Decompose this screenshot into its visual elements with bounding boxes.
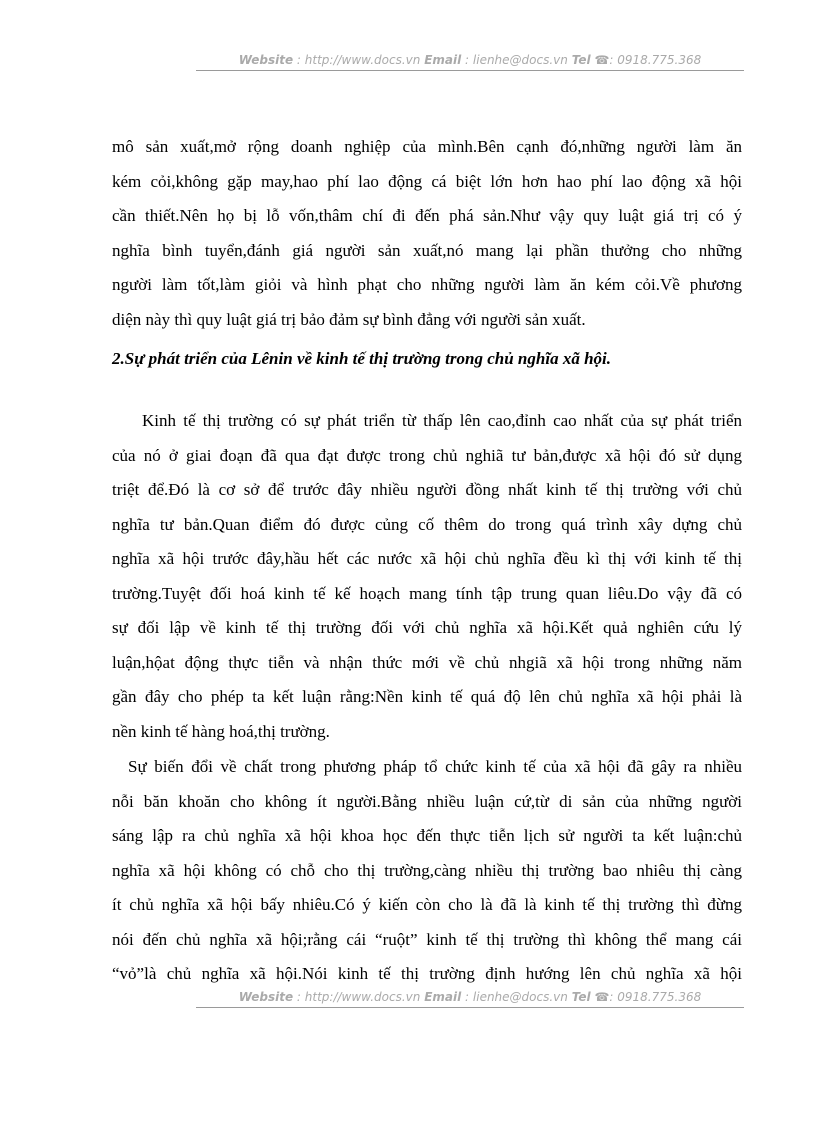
text-line: của nó ở giai đoạn đã qua đạt được trong chủ nghiã tư bản,được xã hội đó sử dụng (112, 445, 742, 465)
section-heading-text: 2.Sự phát triển của Lênin về kinh tế thị trường trong chủ nghĩa xã hội. (112, 349, 611, 368)
text-line: ít chủ nghĩa xã hội bấy nhiêu.Có ý kiến còn cho là đã là kinh tế thị trường thì đừng (112, 895, 742, 914)
text-line: nghĩa xã hội trước đây,hầu hết các nước xã hội chủ nghĩa đều kì thị với kinh tế thị (112, 549, 742, 568)
footer-rule (196, 1007, 744, 1008)
text-line: diện này thì quy luật giá trị bảo đảm sự bình đẳng với người sản xuất. (112, 309, 586, 329)
header-tel-label: Tel (571, 53, 591, 67)
text-line: nghĩa tư bản.Quan điểm đó được củng cố thêm do trong quá trình xây dựng chủ (112, 514, 742, 534)
footer-website-value: : http://www.docs.vn (296, 990, 421, 1004)
phone-icon: ☎ (594, 53, 610, 67)
header-tel-value: : 0918.775.368 (609, 53, 702, 67)
header-rule (196, 70, 744, 71)
text-line: Kinh tế thị trường có sự phát triển từ thấp lên cao,đỉnh cao nhất của sự phát triển (142, 411, 742, 430)
text-line: nỗi băn khoăn cho không ít người.Bằng nhiều luận cứ,từ di sản của những người (112, 791, 742, 811)
text-line: “vỏ”là chủ nghĩa xã hội.Nói kinh tế thị trường định hướng lên chủ nghĩa xã hội (112, 964, 742, 983)
text-line: nghĩa xã hội không có chỗ cho thị trường,càng nhiều thị trường bao nhiêu thị càng (112, 860, 742, 880)
text-line: kém cỏi,không gặp may,hao phí lao động cá biệt lớn hơn hao phí lao động xã hội (112, 171, 742, 191)
page-footer (196, 989, 744, 1009)
text-line: nền kinh tế hàng hoá,thị trường. (112, 721, 330, 741)
footer-tel-label: Tel (571, 990, 591, 1004)
header-email-value: : lienhe@docs.vn (465, 53, 568, 67)
text-line: trường.Tuyệt đối hoá kinh tế kế hoạch mang tính tập trung quan liêu.Do vậy đã có (112, 583, 742, 603)
header-website-label: Website (238, 53, 294, 67)
text-line: nghĩa bình tuyển,đánh giá người sản xuất,nó mang lại phần thưởng cho những (112, 240, 742, 260)
text-line: sáng lập ra chủ nghĩa xã hội khoa học đến thực tiễn lịch sử người ta kết luận:chủ (112, 826, 742, 845)
text-line: sự đối lập về kinh tế thị trường đối với chủ nghĩa xã hội.Kết quả nghiên cứu lý (112, 618, 742, 637)
footer-website-label: Website (238, 990, 294, 1004)
header-contact-line (239, 52, 701, 68)
text-line: gần đây cho phép ta kết luận rằng:Nền kinh tế quá độ lên chủ nghĩa xã hội phải là (112, 687, 742, 706)
footer-tel-value: : 0918.775.368 (609, 990, 702, 1004)
text-line: nói đến chủ nghĩa xã hội;rằng cái “ruột” kinh tế thị trường thì không thể mang cái (112, 929, 742, 949)
text-line: Sự biến đổi về chất trong phương pháp tổ chức kinh tế của xã hội đã gây ra nhiều (128, 757, 742, 776)
header-website-value: : http://www.docs.vn (296, 53, 421, 67)
header-email-label: Email (424, 53, 462, 67)
text-line: luận,hộat động thực tiễn và nhận thức mới về chủ nhgiã xã hội trong những năm (112, 652, 742, 672)
text-line: người làm tốt,làm giỏi và hình phạt cho những người làm ăn kém cỏi.Về phương (112, 275, 742, 294)
phone-icon: ☎ (594, 990, 610, 1004)
footer-email-value: : lienhe@docs.vn (465, 990, 568, 1004)
text-line: mô sản xuất,mở rộng doanh nghiệp của mình.Bên cạnh đó,những người làm ăn (112, 137, 742, 156)
text-line: triệt để.Đó là cơ sở để trước đây nhiều người đồng nhất kinh tế thị trường với chủ (112, 480, 742, 499)
page-header (196, 52, 744, 72)
footer-email-label: Email (424, 990, 462, 1004)
footer-contact-line (239, 989, 701, 1005)
text-line: cần thiết.Nên họ bị lỗ vốn,thâm chí đi đến phá sản.Như vậy quy luật giá trị có ý (112, 206, 742, 225)
